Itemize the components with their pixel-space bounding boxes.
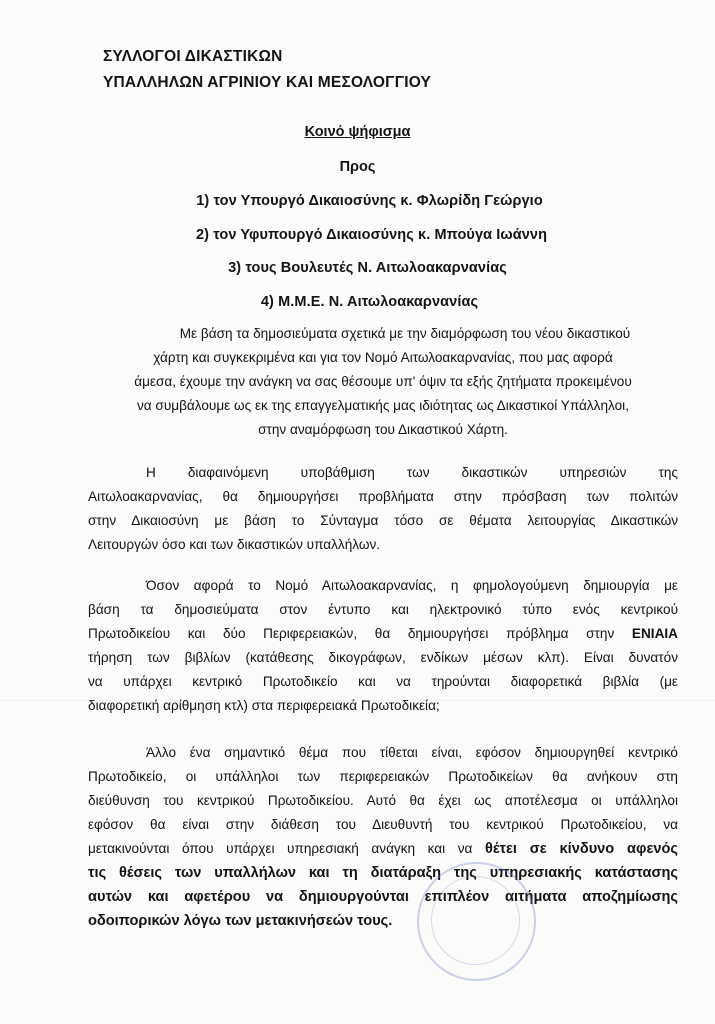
paragraph-4-line: εφόσον θα είναι στην διάθεση του Διευθυντή του κεντρικού Πρωτοδικείου, να xyxy=(88,817,678,832)
paragraph-3 xyxy=(88,574,678,718)
paragraph-2-line: Αιτωλοακαρνανίας, θα δημιουργήσει προβλήματα στην πρόσβαση των πολιτών xyxy=(88,489,678,504)
paragraph-2-line: Λειτουργών όσο και των δικαστικών υπαλλήλων. xyxy=(88,537,381,552)
paragraph-4-text: μετακινούνται όπου υπάρχει υπηρεσιακή ανάγκη και να xyxy=(88,841,473,856)
paragraph-4-line: διεύθυνση του κεντρικού Πρωτοδικείου. Αυτό θα έχει ως αποτέλεσμα οι υπάλληλοι xyxy=(88,793,678,808)
paragraph-2-line: Η διαφαινόμενη υποβάθμιση των δικαστικών υπηρεσιών της xyxy=(146,465,678,480)
paragraph-4-bold-line: τις θέσεις των υπαλλήλων και τη διατάραξη της υπηρεσιακής κατάστασης xyxy=(88,865,678,881)
recipient-2: 2) τον Υφυπουργό Δικαιοσύνης κ. Μπούγα Ιωάννη xyxy=(195,227,548,243)
emphasis-uniform: ΕΝΙΑΙΑ xyxy=(631,626,678,641)
letterhead-line-2: ΥΠΑΛΛΗΛΩΝ ΑΓΡΙΝΙΟΥ ΚΑΙ ΜΕΣΟΛΟΓΓΙΟΥ xyxy=(103,74,432,91)
recipient-1: 1) τον Υπουργό Δικαιοσύνης κ. Φλωρίδη Γεώργιο xyxy=(196,193,543,209)
paragraph-1-line: χάρτη και συγκεκριμένα και για τον Νομό Αιτωλοακαρνανίας, που μας αφορά xyxy=(153,350,613,365)
paragraph-3-line: βάση τα δημοσιεύματα στον έντυπο και ηλεκτρονικό τύπο ενός κεντρικού xyxy=(88,602,678,617)
paragraph-4-line: Άλλο ένα σημαντικό θέμα που τίθεται είναι, εφόσον δημιουργηθεί κεντρικό xyxy=(146,745,678,760)
addressee-heading: Προς xyxy=(339,159,376,175)
paragraph-2 xyxy=(88,461,678,557)
paragraph-4 xyxy=(88,741,678,933)
letterhead-line-1: ΣΥΛΛΟΓΟΙ ΔΙΚΑΣΤΙΚΩΝ xyxy=(103,48,283,65)
paragraph-3-line: Όσον αφορά το Νομό Αιτωλοακαρνανίας, η φημολογούμενη δημιουργία με xyxy=(146,578,678,593)
paragraph-4-bold-line: αυτών και αφετέρου να δημιουργούνται επιπλέον αιτήματα αποζημίωσης xyxy=(88,889,678,905)
paragraph-3-line: να υπάρχει κεντρικό Πρωτοδικείο και να τηρούνται διαφορετικά βιβλία (με xyxy=(88,674,678,689)
recipient-4: 4) Μ.Μ.Ε. Ν. Αιτωλοακαρνανίας xyxy=(260,294,479,310)
paragraph-2-line: στην Δικαιοσύνη με βάση το Σύνταγμα τόσο σε θέματα λειτουργίας Δικαστικών xyxy=(88,513,678,528)
paragraph-1-line: άμεσα, έχουμε την ανάγκη να σας θέσουμε υπ' όψιν τα εξής ζητήματα προκειμένου xyxy=(134,374,632,389)
recipient-3: 3) τους Βουλευτές Ν. Αιτωλοακαρνανίας xyxy=(228,260,507,276)
paragraph-4-line xyxy=(88,837,678,861)
emphasis-risk: θέτει σε κίνδυνο αφενός xyxy=(484,841,679,857)
paragraph-3-line: διαφορετική αρίθμηση κτλ) στα περιφερειακά Πρωτοδικεία; xyxy=(88,698,440,713)
document-title: Κοινό ψήφισμα xyxy=(304,124,411,140)
faded-stamp-inner-ring xyxy=(431,876,520,965)
paragraph-1-line: στην αναμόρφωση του Δικαστικού Χάρτη. xyxy=(258,422,508,437)
paragraph-1-line: να συμβάλουμε ως εκ της επαγγελματικής μας ιδιότητας ως Δικαστικοί Υπάλληλοι, xyxy=(137,398,629,413)
paragraph-3-line xyxy=(88,622,678,646)
paragraph-1-line: Με βάση τα δημοσιεύματα σχετικά με την διαμόρφωση του νέου δικαστικού xyxy=(179,326,631,341)
paragraph-4-bold-line: οδοιπορικών λόγω των μετακινήσεών τους. xyxy=(88,913,393,929)
paragraph-3-line: τήρηση των βιβλίων (κατάθεσης δικογράφων, ενδίκων μέσων κλπ). Είναι δυνατόν xyxy=(88,650,678,665)
paragraph-4-line: Πρωτοδικείο, οι υπάλληλοι των περιφερειακών Πρωτοδικείων θα ανήκουν στη xyxy=(88,769,678,784)
paragraph-1 xyxy=(88,322,678,442)
paragraph-3-text: Πρωτοδικείου και δύο Περιφερειακών, θα δημιουργήσει πρόβλημα στην xyxy=(88,626,615,641)
letterhead xyxy=(103,44,431,96)
